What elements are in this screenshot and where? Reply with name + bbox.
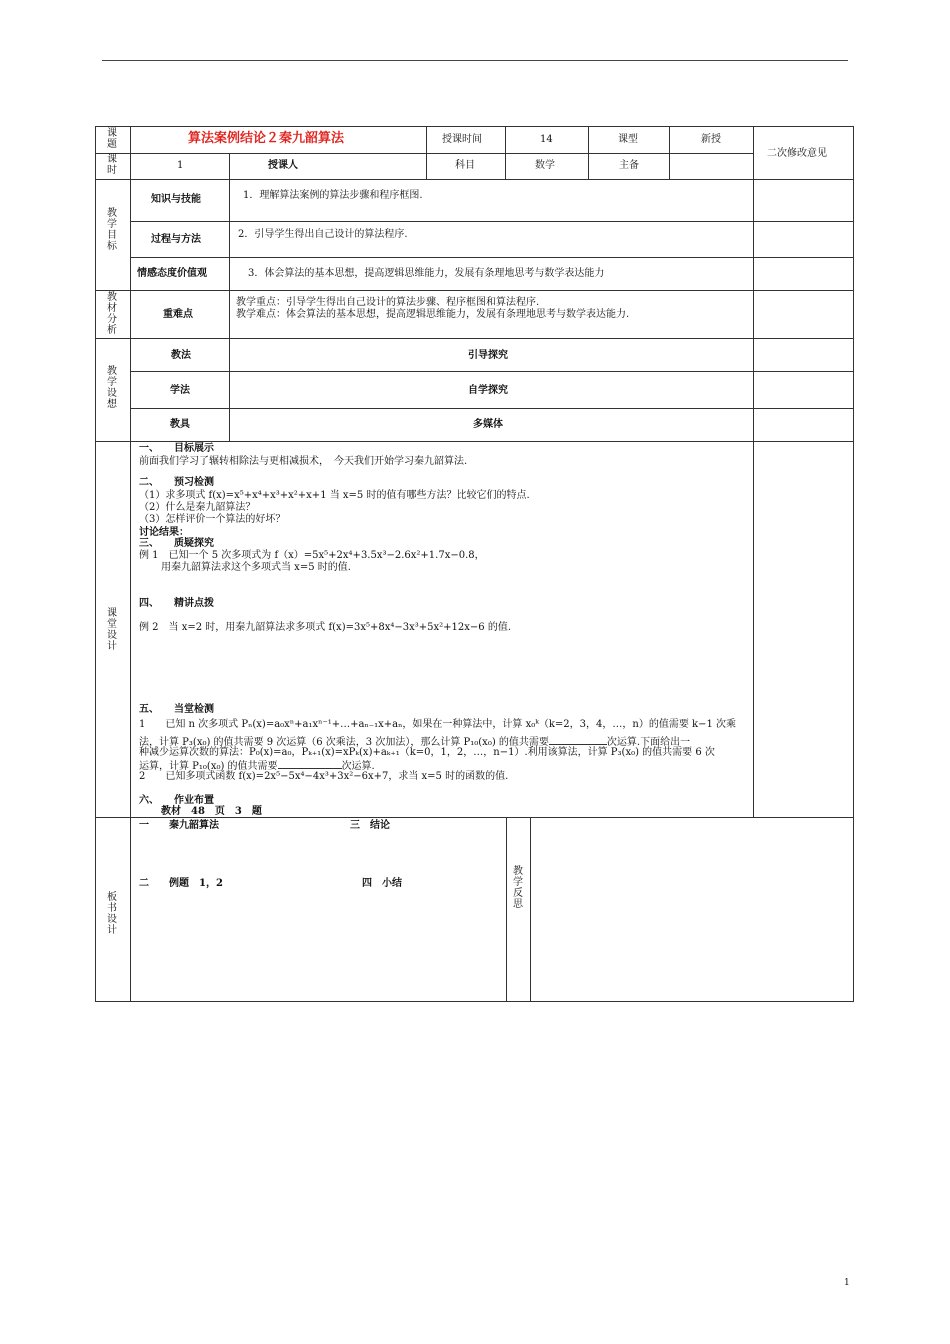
shouke-time-value: 14 — [540, 134, 553, 145]
design-label: 教学设想 — [107, 366, 117, 410]
board-label: 板书设计 — [107, 892, 117, 936]
header-rule — [102, 60, 848, 61]
check-1-line-4a: 运算，计算 P₁₀(x₀) 的值共需要 — [139, 761, 278, 772]
board-item-3: 三 结论 — [350, 820, 390, 831]
design-name-study: 学法 — [170, 385, 190, 396]
reflection-label: 教学反思 — [513, 866, 523, 910]
section-2-q2: （2）什么是秦九韶算法？ — [139, 502, 256, 513]
design-value-method: 引导探究 — [468, 350, 508, 361]
answer-blank-1 — [549, 735, 607, 745]
shouke-time-label: 授课时间 — [442, 134, 482, 145]
revision-label: 二次修改意见 — [767, 148, 827, 159]
analysis-label: 教材分析 — [107, 292, 117, 336]
goal-text-knowledge: 1．理解算法案例的算法步骤和程序框图. — [243, 190, 423, 201]
page-number: 1 — [844, 1278, 850, 1288]
goal-name-emotion: 情感态度价值观 — [137, 268, 207, 279]
section-1-title: 一、 目标展示 — [139, 443, 214, 454]
example-2: 例 2 当 x=2 时，用秦九韶算法求多项式 f(x)=3x⁵+8x⁴−3x³+5x²+12x−6 的值. — [139, 622, 512, 633]
analysis-focus: 教学重点：引导学生得出自己设计的算法步骤、程序框图和算法程序. — [236, 297, 540, 308]
goal-name-process: 过程与方法 — [151, 234, 201, 245]
answer-blank-2 — [278, 759, 342, 769]
example-1-line-2: 用秦九韶算法求这个多项式当 x=5 时的值. — [161, 562, 351, 573]
section-5-title: 五、 当堂检测 — [139, 704, 214, 715]
section-4-title: 四、 精讲点拨 — [139, 598, 214, 609]
section-6-title: 六、 作业布置 — [139, 795, 214, 806]
design-name-method: 教法 — [171, 350, 191, 361]
check-1-line-2b: 次运算.下面给出一 — [606, 737, 691, 748]
kexing-label: 课型 — [618, 134, 638, 145]
section-2-title: 二、 预习检测 — [139, 477, 214, 488]
keshi-label: 课时 — [107, 154, 117, 176]
section-2-q3: （3）怎样评价一个算法的好坏？ — [139, 514, 286, 525]
design-value-study: 自学探究 — [468, 385, 508, 396]
keshi-value: 1 — [177, 160, 184, 171]
board-item-2: 二 例题 1，2 — [139, 878, 223, 889]
example-1-line-1: 例 1 已知一个 5 次多项式为 f（x）=5x⁵+2x⁴+3.5x³−2.6x²+1.7x−0.8， — [139, 550, 485, 561]
check-1-line-4b: 次运算. — [341, 761, 375, 772]
design-name-tools: 教具 — [170, 419, 190, 430]
discuss-label: 讨论结果： — [139, 527, 189, 538]
section-1-text: 前面我们学习了辗转相除法与更相减损术， 今天我们开始学习秦九韶算法. — [139, 456, 468, 467]
board-item-4: 四 小结 — [362, 878, 402, 889]
check-2: 2 已知多项式函数 f(x)=2x⁵−5x⁴−4x³+3x²−6x+7，求当 x=5 时的函数的值. — [139, 771, 509, 782]
goal-text-process: 2．引导学生得出自己设计的算法程序. — [238, 229, 408, 240]
check-1-line-2a: 法，计算 P₃(x₀) 的值共需要 9 次运算（6 次乘法，3 次加法），那么计算 P₁₀(x₀) 的值共需要 — [139, 737, 549, 748]
section-3-title: 三、 质疑探究 — [139, 538, 214, 549]
keti-label: 课题 — [107, 128, 117, 150]
subject-value: 数学 — [535, 160, 555, 171]
board-item-1: 一 秦九韶算法 — [139, 820, 219, 831]
lesson-title: 算法案例结论２秦九韶算法 — [188, 131, 345, 146]
zhubei-label: 主备 — [619, 160, 639, 171]
goal-name-knowledge: 知识与技能 — [151, 194, 201, 205]
kexing-value: 新授 — [701, 134, 721, 145]
analysis-difficulty: 教学难点：体会算法的基本思想，提高逻辑思维能力，发展有条理地思考与数学表达能力. — [236, 309, 630, 320]
section-2-q1: （1）求多项式 f(x)=x⁵+x⁴+x³+x²+x+1 当 x=5 时的值有哪些方法？比较它们的特点. — [139, 490, 530, 501]
teacher-label: 授课人 — [268, 160, 298, 171]
check-1-line-1: 1 已知 n 次多项式 Pₙ(x)=a₀xⁿ+a₁xⁿ⁻¹+…+aₙ₋₁x+aₙ，如果在一种算法中，计算 x₀ᵏ（k=2，3，4，…，n）的值需要 k−1 次乘 — [139, 719, 736, 730]
goals-label: 教学目标 — [107, 208, 117, 252]
homework-text: 教材 48 页 3 题 — [161, 806, 262, 817]
analysis-name: 重难点 — [163, 309, 193, 320]
subject-label: 科目 — [455, 160, 475, 171]
design-value-tools: 多媒体 — [473, 419, 503, 430]
lesson-label: 课堂设计 — [107, 608, 117, 652]
goal-text-emotion: 3．体会算法的基本思想，提高逻辑思维能力，发展有条理地思考与数学表达能力 — [248, 268, 605, 279]
check-1-line-3: 种减少运算次数的算法：P₀(x)=a₀，Pₖ₊₁(x)=xPₖ(x)+aₖ₊₁（k=0，1，2，…，n−1）.利用该算法，计算 P₃(x₀) 的值共需要 6 次 — [139, 747, 715, 758]
